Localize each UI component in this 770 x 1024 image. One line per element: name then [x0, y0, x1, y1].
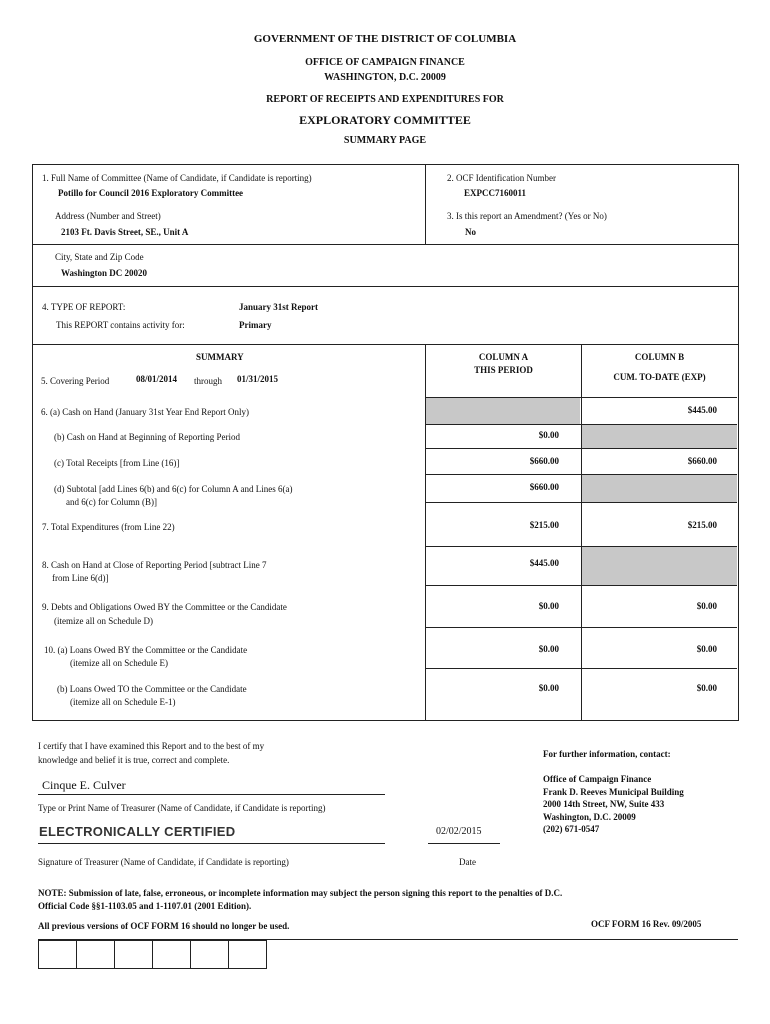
amendment-label: 3. Is this report an Amendment? (Yes or No) [447, 211, 607, 221]
summary-heading: SUMMARY [196, 352, 244, 362]
line-7-label: 7. Total Expenditures (from Line 22) [42, 522, 175, 532]
office-use-box [38, 940, 77, 969]
report-type-label: 4. TYPE OF REPORT: [42, 302, 126, 312]
line-6b-col-a: $0.00 [538, 430, 559, 440]
line-6b-label: (b) Cash on Hand at Beginning of Reporting Period [54, 432, 240, 442]
committee-type-heading: EXPLORATORY COMMITTEE [299, 113, 471, 127]
covering-period-label: 5. Covering Period [41, 376, 110, 386]
line-6d-label: (d) Subtotal [add Lines 6(b) and 6(c) for Column A and Lines 6(a) [54, 484, 293, 494]
contact-line-1: Office of Campaign Finance [543, 774, 652, 784]
ocf-id-value: EXPCC7160011 [464, 188, 527, 198]
date-label: Date [459, 857, 476, 867]
signature-label: Signature of Treasurer (Name of Candidate, if Candidate is reporting) [38, 857, 289, 867]
office-use-box [114, 940, 153, 969]
line-6d-col-a: $660.00 [529, 482, 559, 492]
office-use-box [190, 940, 229, 969]
period-to: 01/31/2015 [237, 374, 279, 384]
line-6c-col-b: $660.00 [687, 456, 717, 466]
treasurer-name: Cinque E. Culver [42, 778, 126, 792]
activity-value: Primary [239, 320, 272, 330]
line-6a-label: 6. (a) Cash on Hand (January 31st Year End Report Only) [41, 407, 249, 417]
line-10b-col-a: $0.00 [538, 683, 559, 693]
address-value: 2103 Ft. Davis Street, SE., Unit A [61, 227, 189, 237]
column-b-heading: COLUMN B [634, 352, 685, 362]
certify-text-2: knowledge and belief it is true, correct and complete. [38, 755, 230, 765]
line-6d-label-2: and 6(c) for Column (B)] [66, 497, 157, 507]
committee-name-value: Potillo for Council 2016 Exploratory Committee [58, 188, 244, 198]
previous-versions-note: All previous versions of OCF FORM 16 should no longer be used. [38, 921, 290, 931]
contact-line-2: Frank D. Reeves Municipal Building [543, 787, 684, 797]
line-10a-col-a: $0.00 [538, 644, 559, 654]
line-10a-label-2: (itemize all on Schedule E) [70, 658, 168, 668]
contact-line-5: (202) 671-0547 [543, 824, 600, 834]
gov-heading: GOVERNMENT OF THE DISTRICT OF COLUMBIA [253, 33, 517, 45]
note-line-1: NOTE: Submission of late, false, erroneous, or incomplete information may subject the person signing this report to the penalties of D.C. [38, 888, 563, 898]
office-heading: OFFICE OF CAMPAIGN FINANCE [305, 57, 465, 68]
line-7-col-b: $215.00 [687, 520, 717, 530]
city-label: City, State and Zip Code [55, 252, 144, 262]
line-9-label-2: (itemize all on Schedule D) [54, 616, 153, 626]
line-9-label: 9. Debts and Obligations Owed BY the Committee or the Candidate [42, 602, 287, 612]
line-7-col-a: $215.00 [529, 520, 559, 530]
city-value: Washington DC 20020 [61, 268, 148, 278]
note-line-2: Official Code §§1-1103.05 and 1-1107.01 (2001 Edition). [38, 901, 252, 911]
line-10a-col-b: $0.00 [696, 644, 717, 654]
report-type-value: January 31st Report [239, 302, 318, 312]
line-10b-label: (b) Loans Owed TO the Committee or the Candidate [57, 684, 247, 694]
line-8-label-2: from Line 6(d)] [52, 573, 109, 583]
line-10b-col-b: $0.00 [696, 683, 717, 693]
electronic-signature: ELECTRONICALLY CERTIFIED [39, 824, 236, 839]
committee-name-label: 1. Full Name of Committee (Name of Candidate, if Candidate is reporting) [42, 173, 312, 183]
form-number: OCF FORM 16 Rev. 09/2005 [591, 919, 702, 929]
treasurer-name-label: Type or Print Name of Treasurer (Name of Candidate, if Candidate is reporting) [38, 803, 326, 813]
certify-date: 02/02/2015 [436, 826, 482, 837]
contact-line-3: 2000 14th Street, NW, Suite 433 [543, 799, 665, 809]
summary-page-heading: SUMMARY PAGE [343, 135, 427, 146]
line-6c-col-a: $660.00 [529, 456, 559, 466]
line-8-label: 8. Cash on Hand at Close of Reporting Period [subtract Line 7 [42, 560, 267, 570]
contact-heading: For further information, contact: [543, 749, 671, 759]
address-label: Address (Number and Street) [55, 211, 161, 221]
line-8-col-a: $445.00 [529, 558, 559, 568]
line-9-col-a: $0.00 [538, 601, 559, 611]
line-9-col-b: $0.00 [696, 601, 717, 611]
line-10b-label-2: (itemize all on Schedule E-1) [70, 697, 176, 707]
column-a-heading: COLUMN A [478, 352, 529, 362]
period-from: 08/01/2014 [136, 374, 178, 384]
column-a-subheading: THIS PERIOD [474, 365, 533, 375]
city-heading: WASHINGTON, D.C. 20009 [324, 72, 446, 83]
line-6a-col-b: $445.00 [687, 405, 717, 415]
report-heading: REPORT OF RECEIPTS AND EXPENDITURES FOR [266, 94, 504, 105]
line-6c-label: (c) Total Receipts [from Line (16)] [54, 458, 180, 468]
certify-text-1: I certify that I have examined this Report and to the best of my [38, 741, 265, 751]
office-use-box [76, 940, 115, 969]
activity-label: This REPORT contains activity for: [56, 320, 185, 330]
office-use-box [152, 940, 191, 969]
period-through: through [194, 376, 222, 386]
column-b-subheading: CUM. TO-DATE (EXP) [613, 372, 706, 382]
contact-line-4: Washington, D.C. 20009 [543, 812, 636, 822]
office-use-box [228, 940, 267, 969]
ocf-id-label: 2. OCF Identification Number [447, 173, 556, 183]
amendment-value: No [465, 227, 476, 237]
line-10a-label: 10. (a) Loans Owed BY the Committee or the Candidate [44, 645, 248, 655]
